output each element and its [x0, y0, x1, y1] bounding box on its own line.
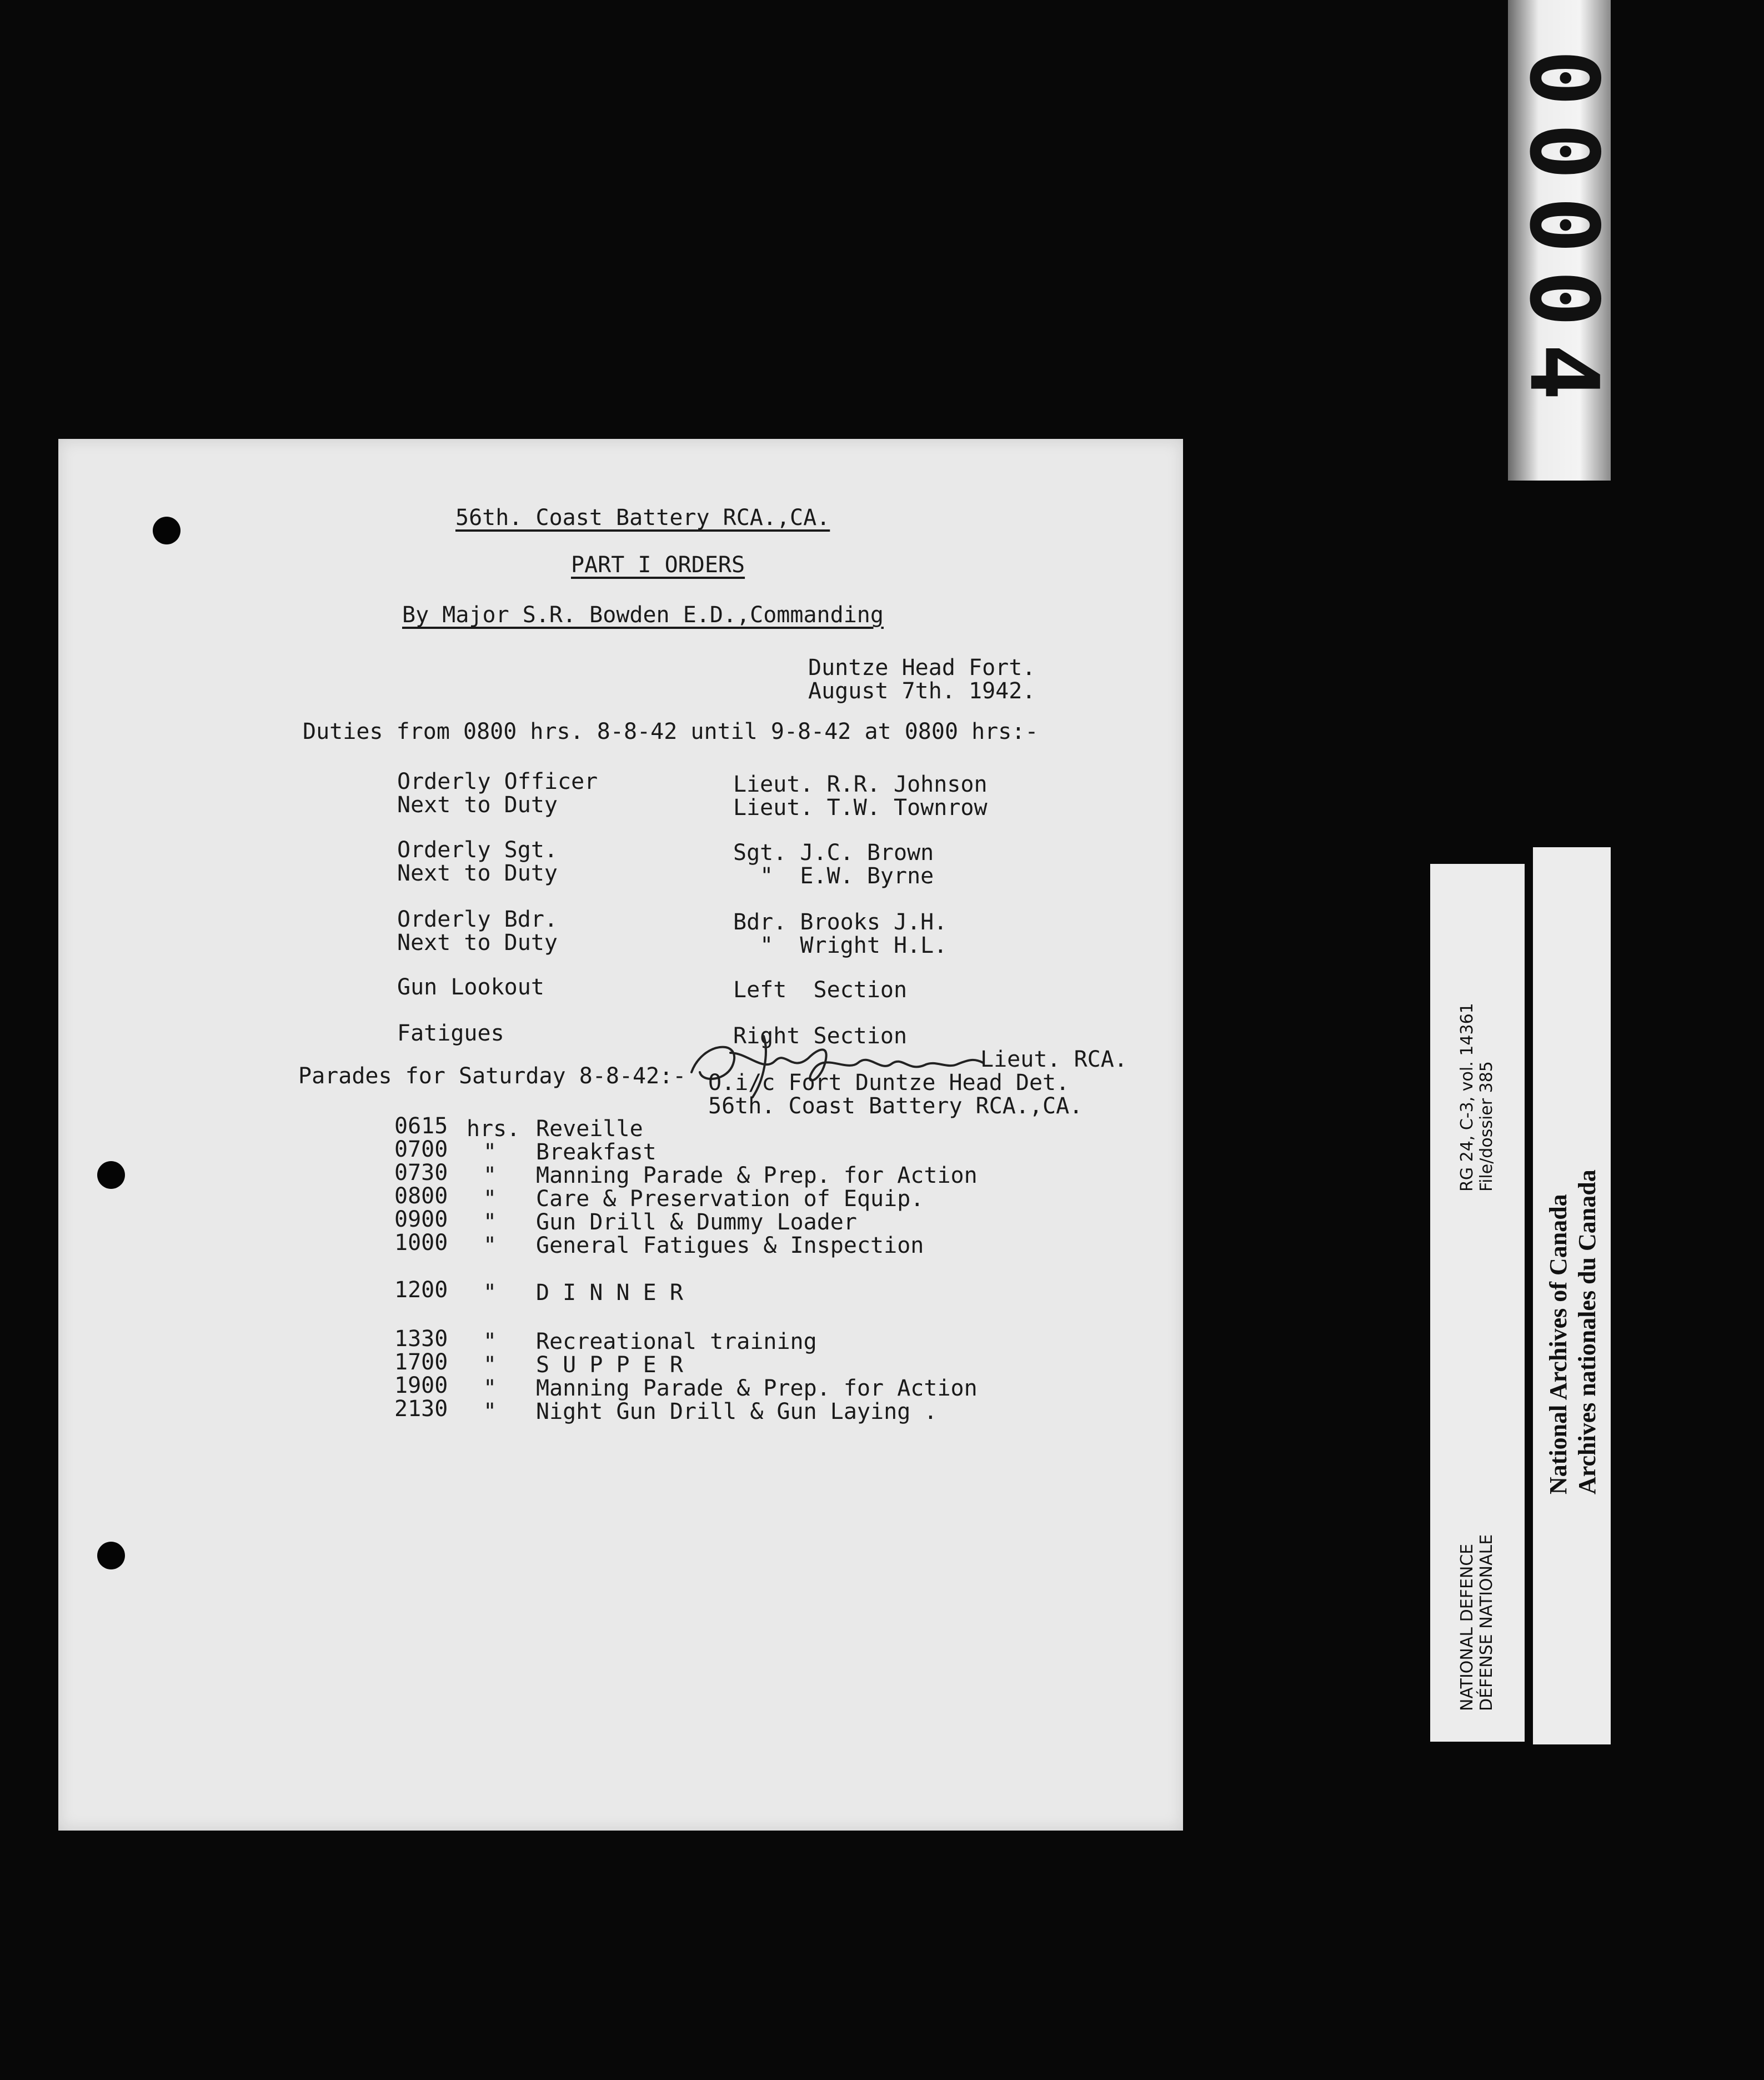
frame-counter — [1509, 33, 1618, 433]
duty-role: Next to Duty — [397, 930, 558, 956]
parade-time: 1000 — [394, 1230, 448, 1256]
duty-role: Next to Duty — [397, 792, 558, 818]
parade-time: 1700 — [394, 1349, 448, 1375]
parade-unit: hrs. — [467, 1116, 520, 1142]
parade-activity: Recreational training — [536, 1329, 817, 1354]
national-defence-line1: NATIONAL DEFENCE — [1457, 1543, 1477, 1711]
parade-activity: General Fatigues & Inspection — [536, 1233, 924, 1258]
parade-unit: " — [483, 1209, 497, 1235]
parade-unit: " — [483, 1163, 497, 1188]
parade-activity: Night Gun Drill & Gun Laying . — [536, 1399, 938, 1424]
parade-activity: Care & Preservation of Equip. — [536, 1186, 924, 1212]
duty-name: Sgt. J.C. Brown — [733, 840, 934, 866]
parade-unit: " — [483, 1186, 497, 1212]
duty-name: Right Section — [733, 1023, 908, 1049]
parade-activity: Manning Parade & Prep. for Action — [536, 1376, 978, 1401]
punch-hole — [97, 1161, 125, 1189]
document-sheet — [58, 439, 1183, 1831]
parade-time: 0900 — [394, 1207, 448, 1232]
parade-unit: " — [483, 1329, 497, 1354]
archives-line2: Archives nationales du Canada — [1573, 1169, 1601, 1494]
signatory-rank: Lieut. RCA. — [980, 1047, 1127, 1072]
signatory-position: O.i/c Fort Duntze Head Det. — [708, 1070, 1070, 1096]
reference-line2: File/dossier 385 — [1477, 1061, 1496, 1192]
place: Duntze Head Fort. — [808, 655, 1036, 681]
duty-name: Bdr. Brooks J.H. — [733, 909, 948, 935]
parade-activity: Gun Drill & Dummy Loader — [536, 1209, 857, 1235]
punch-hole — [97, 1542, 125, 1569]
punch-hole — [153, 517, 181, 544]
parade-time: 0730 — [394, 1160, 448, 1186]
parades-heading: Parades for Saturday 8-8-42:- — [298, 1063, 686, 1089]
date: August 7th. 1942. — [808, 678, 1036, 704]
signatory-unit: 56th. Coast Battery RCA.,CA. — [708, 1093, 1083, 1119]
duty-name: " E.W. Byrne — [733, 863, 934, 889]
parade-unit: " — [483, 1280, 497, 1306]
parade-time: 1330 — [394, 1326, 448, 1352]
duty-name: " Wright H.L. — [733, 933, 948, 958]
parade-activity: D I N N E R — [536, 1280, 683, 1306]
parade-time: 0615 — [394, 1113, 448, 1139]
parade-time: 1900 — [394, 1373, 448, 1398]
duty-role: Orderly Sgt. — [397, 837, 558, 863]
duty-name: Lieut. R.R. Johnson — [733, 772, 988, 797]
parade-activity: Reveille — [536, 1116, 643, 1142]
duty-role: Gun Lookout — [397, 974, 544, 1000]
parade-time: 1200 — [394, 1277, 448, 1303]
unit-heading: 56th. Coast Battery RCA.,CA. — [455, 505, 830, 531]
duty-role: Orderly Bdr. — [397, 907, 558, 932]
archives-line1: National Archives of Canada — [1545, 1194, 1572, 1494]
national-defence-line2: DÉFENSE NATIONALE — [1477, 1534, 1496, 1711]
parade-unit: " — [483, 1376, 497, 1401]
commanding-line: By Major S.R. Bowden E.D.,Commanding — [402, 602, 884, 628]
national-archives-label — [1533, 847, 1611, 1744]
orders-title: PART I ORDERS — [571, 552, 745, 578]
duty-role: Orderly Officer — [397, 769, 598, 794]
parade-time: 0800 — [394, 1183, 448, 1209]
reference-line1: RG 24, C-3, vol. 14361 — [1457, 1003, 1477, 1192]
parade-unit: " — [483, 1139, 497, 1165]
parade-activity: Breakfast — [536, 1139, 657, 1165]
parade-activity: Manning Parade & Prep. for Action — [536, 1163, 978, 1188]
parade-time: 0700 — [394, 1137, 448, 1162]
parade-activity: S U P P E R — [536, 1352, 683, 1378]
duty-name: Lieut. T.W. Townrow — [733, 795, 988, 821]
parade-unit: " — [483, 1233, 497, 1258]
duty-name: Left Section — [733, 977, 908, 1003]
frame-counter-number: 00004 — [1509, 49, 1618, 417]
duties-heading: Duties from 0800 hrs. 8-8-42 until 9-8-42 at 0800 hrs:- — [303, 719, 1039, 744]
parade-time: 2130 — [394, 1396, 448, 1422]
parade-unit: " — [483, 1352, 497, 1378]
national-defence-label — [1430, 864, 1525, 1742]
duty-role: Fatigues — [397, 1021, 504, 1046]
parade-unit: " — [483, 1399, 497, 1424]
duty-role: Next to Duty — [397, 861, 558, 886]
